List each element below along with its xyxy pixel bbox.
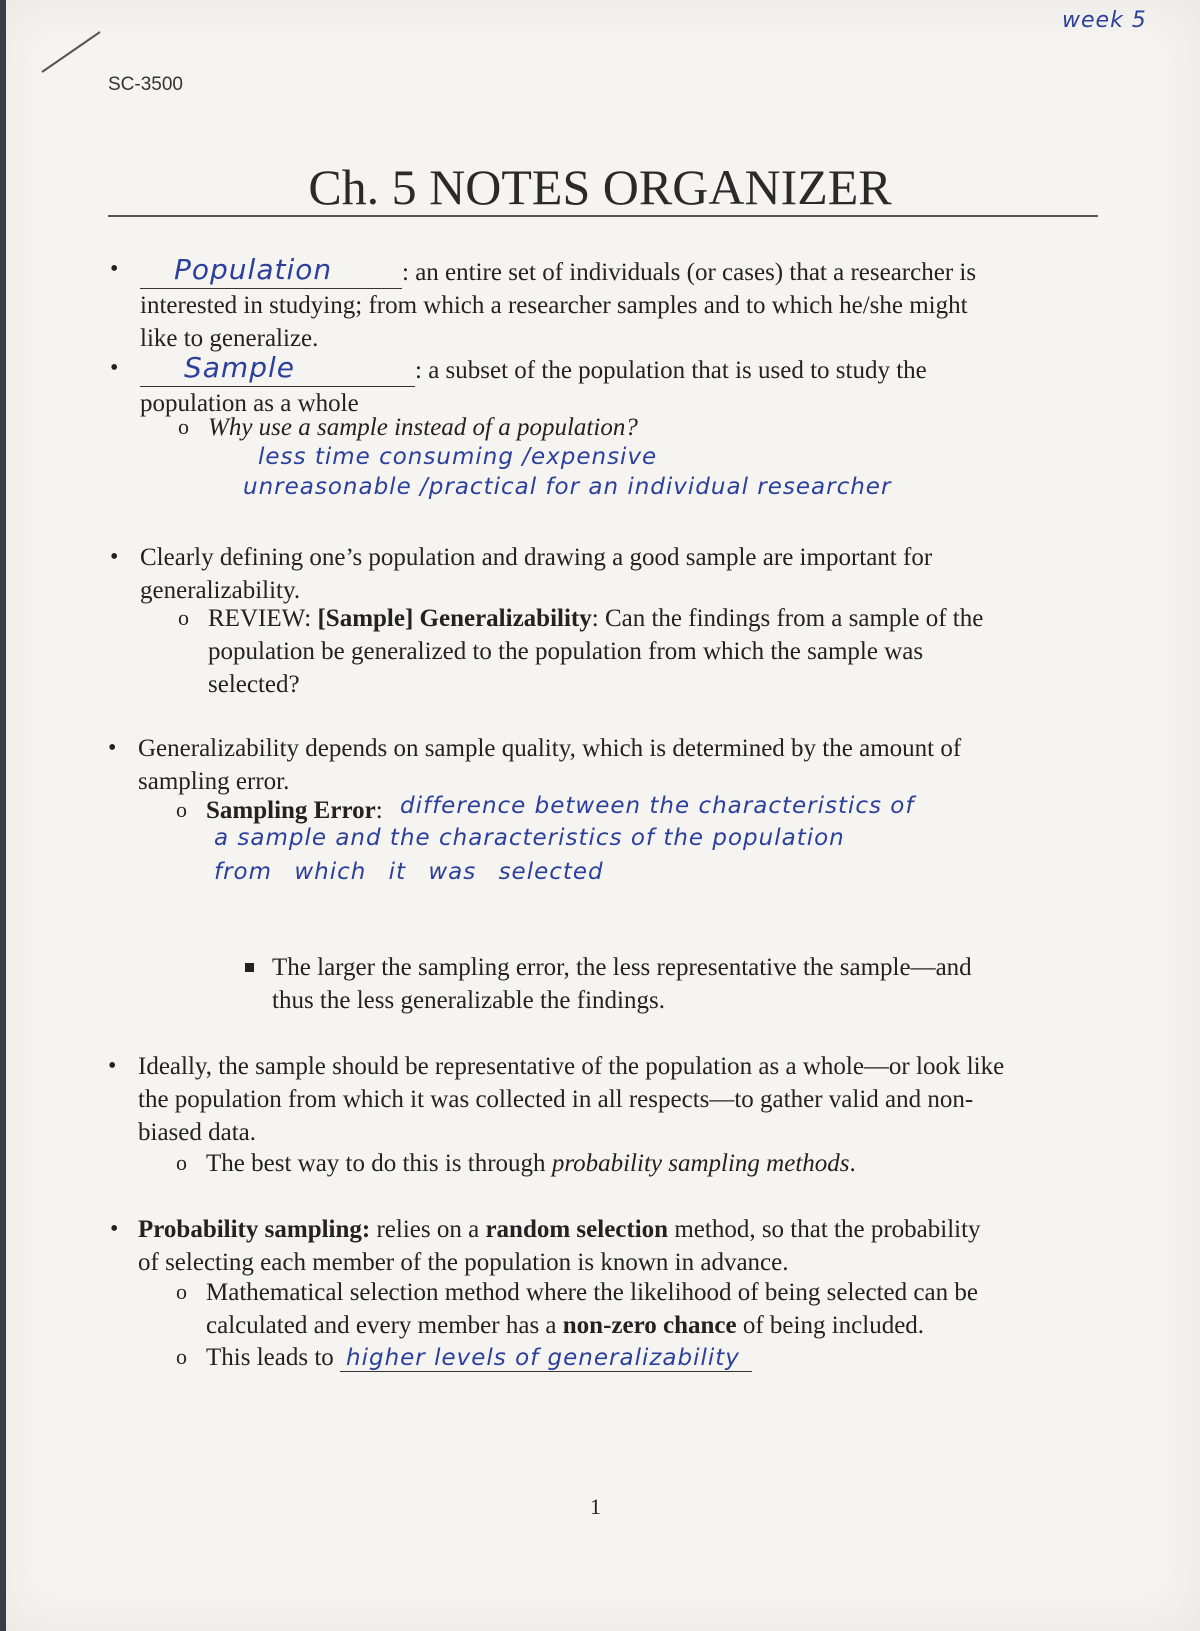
review-text: : Can the findings from a sample of the: [591, 605, 984, 632]
bullet-dot: •: [110, 256, 119, 282]
sample-definition: : a subset of the population that is used to study the: [415, 357, 927, 384]
best-way-term: probability sampling methods: [551, 1150, 850, 1177]
sub-bullet: o: [176, 1344, 187, 1369]
population-line2: interested in studying; from which a researcher samples and to which he/she might: [140, 292, 968, 319]
population-item: [140, 254, 1040, 355]
course-code: SC-3500: [108, 74, 183, 95]
review-term: [Sample] Generalizability: [317, 605, 592, 632]
binder-edge: [0, 0, 6, 1631]
generalizability-line2: sampling error.: [138, 768, 290, 795]
sample-answer: Sample: [184, 351, 295, 384]
sample-question: Why use a sample instead of a population?: [208, 414, 638, 441]
title-divider: [108, 215, 1098, 217]
sub-bullet: o: [178, 605, 189, 630]
sub-bullet: o: [176, 1150, 187, 1175]
random-selection-term: random selection: [485, 1216, 669, 1243]
sampling-error-note-3: from which it was selected: [214, 859, 604, 885]
defining-line1: Clearly defining one’s population and drawing a good sample are important for: [140, 544, 933, 571]
mathematical-line2-pre: calculated and every member has a: [206, 1312, 563, 1339]
leads-to-line: [206, 1341, 752, 1375]
probability-text2: method, so that the probability: [668, 1216, 981, 1243]
population-line3: like to generalize.: [140, 325, 319, 352]
sample-item: [140, 352, 1040, 420]
page-title: Ch. 5 NOTES ORGANIZER: [308, 159, 892, 215]
sampling-error-note-1: difference between the characteristics of: [400, 793, 915, 819]
defining-line2: generalizability.: [140, 577, 301, 604]
mathematical-line2-post: of being included.: [736, 1312, 925, 1339]
bullet-dot: •: [108, 735, 117, 761]
pen-stroke-mark: [38, 26, 108, 76]
generalizability-item: [138, 732, 1058, 798]
week-note: week 5: [1062, 8, 1147, 33]
non-zero-chance-term: non-zero chance: [562, 1312, 737, 1339]
sub-bullet: o: [176, 797, 187, 822]
sub-bullet: o: [176, 1279, 187, 1304]
mathematical-item: [206, 1276, 1086, 1342]
best-way-line: [206, 1147, 856, 1180]
sampling-error-term: Sampling Error: [206, 797, 376, 824]
subpoint-line1: The larger the sampling error, the less representative the sample—and: [272, 954, 972, 981]
sampling-error-note-2: a sample and the characteristics of the population: [214, 825, 845, 851]
review-prefix: REVIEW:: [208, 605, 318, 632]
bullet-dot: •: [110, 1216, 119, 1242]
probability-term: Probability sampling:: [138, 1216, 371, 1243]
probability-item: [138, 1213, 1058, 1279]
review-line3: selected?: [208, 671, 300, 698]
probability-text1: relies on a: [370, 1216, 486, 1243]
probability-line2: of selecting each member of the population is known in advance.: [138, 1249, 789, 1276]
best-way-suffix: .: [849, 1150, 856, 1177]
bullet-dot: •: [110, 355, 119, 381]
best-way-prefix: The best way to do this is through: [206, 1150, 552, 1177]
leads-to-answer: higher levels of generalizability: [340, 1345, 752, 1372]
bullet-dot: •: [108, 1053, 117, 1079]
sampling-error-colon: :: [375, 797, 383, 824]
review-item: [208, 602, 1088, 701]
mathematical-line1: Mathematical selection method where the likelihood of being selected can be: [206, 1279, 978, 1306]
population-definition: : an entire set of individuals (or cases) that a researcher is: [402, 259, 977, 286]
ideally-line3: biased data.: [138, 1119, 257, 1146]
sample-note-1: less time consuming /expensive: [258, 444, 658, 470]
sample-note-2: unreasonable /practical for an individual researcher: [243, 474, 892, 500]
generalizability-line1: Generalizability depends on sample quality, which is determined by the amount of: [138, 735, 962, 762]
bullet-dot: •: [110, 544, 119, 570]
population-answer: Population: [174, 253, 333, 286]
population-blank: [140, 254, 402, 289]
leads-to-prefix: This leads to: [206, 1344, 341, 1371]
ideally-item: [138, 1050, 1078, 1149]
sampling-error-subpoint: [272, 951, 1072, 1017]
sample-line2: population as a whole: [140, 390, 359, 417]
review-line2: population be generalized to the population from which the sample was: [208, 638, 924, 665]
ideally-line2: the population from which it was collected in all respects—to gather valid and non-: [138, 1086, 974, 1113]
sub-bullet: o: [178, 414, 189, 439]
defining-item: [140, 541, 1060, 607]
ideally-line1: Ideally, the sample should be representative of the population as a whole—or look like: [138, 1053, 1005, 1080]
page-number: 1: [590, 1494, 601, 1519]
subpoint-line2: thus the less generalizable the findings.: [272, 987, 665, 1014]
square-bullet: [245, 963, 254, 972]
sample-blank: [140, 352, 415, 387]
